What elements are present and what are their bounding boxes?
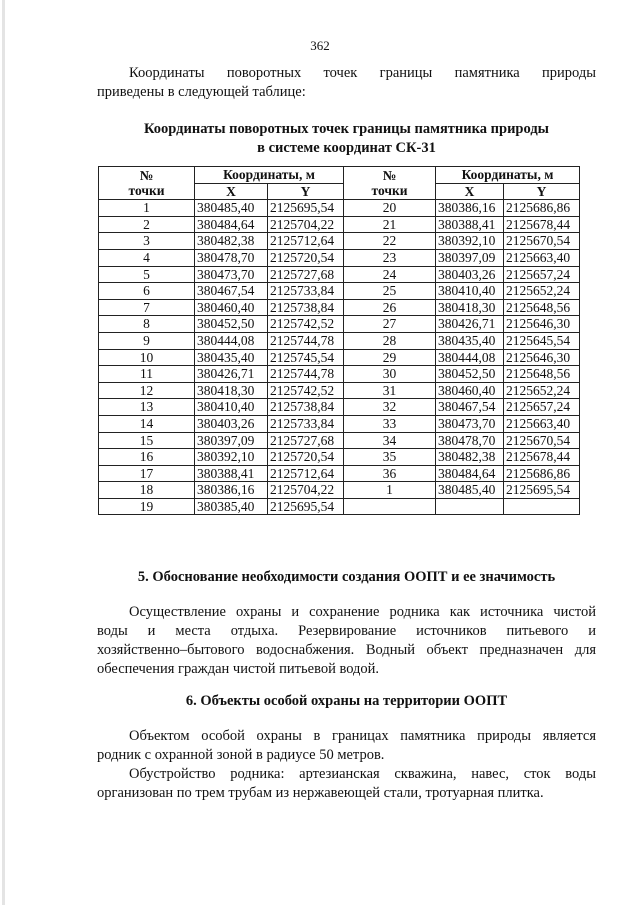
point-number-cell: 23 — [344, 249, 436, 266]
x-coordinate-cell: 380444,08 — [195, 332, 268, 349]
x-coordinate-cell: 380452,50 — [436, 366, 504, 383]
header-y: Y — [268, 183, 344, 200]
section5-line-3: хозяйственно–бытового водоснабжения. Водный объект предназначен для — [97, 642, 596, 658]
point-number-cell: 1 — [344, 482, 436, 499]
y-coordinate-cell: 2125733,84 — [268, 415, 344, 432]
section6-paragraph-1 — [97, 727, 596, 765]
page-number: 362 — [310, 38, 330, 53]
point-number-cell: 4 — [99, 249, 195, 266]
x-coordinate-cell: 380435,40 — [436, 332, 504, 349]
point-number-cell: 9 — [99, 332, 195, 349]
point-number-cell: 12 — [99, 382, 195, 399]
y-coordinate-cell — [504, 498, 580, 515]
table-row — [99, 216, 580, 233]
section6-paragraph-2 — [97, 765, 596, 803]
x-coordinate-cell: 380435,40 — [195, 349, 268, 366]
y-coordinate-cell: 2125720,54 — [268, 249, 344, 266]
x-coordinate-cell: 380467,54 — [195, 283, 268, 300]
y-coordinate-cell: 2125652,24 — [504, 283, 580, 300]
y-coordinate-cell: 2125670,54 — [504, 233, 580, 250]
y-coordinate-cell: 2125704,22 — [268, 482, 344, 499]
y-coordinate-cell: 2125744,78 — [268, 332, 344, 349]
x-coordinate-cell: 380403,26 — [195, 415, 268, 432]
x-coordinate-cell: 380388,41 — [195, 465, 268, 482]
y-coordinate-cell: 2125657,24 — [504, 266, 580, 283]
point-number-cell — [344, 498, 436, 515]
x-coordinate-cell: 380403,26 — [436, 266, 504, 283]
point-number-cell: 31 — [344, 382, 436, 399]
table-row — [99, 200, 580, 217]
point-number-cell: 13 — [99, 399, 195, 416]
point-number-cell: 14 — [99, 415, 195, 432]
table-row — [99, 233, 580, 250]
section5-heading: 5. Обоснование необходимости создания ООПТ и ее значимость — [137, 569, 556, 585]
point-number-cell: 28 — [344, 332, 436, 349]
y-coordinate-cell: 2125670,54 — [504, 432, 580, 449]
point-number-cell: 27 — [344, 316, 436, 333]
table-row — [99, 465, 580, 482]
y-coordinate-cell: 2125663,40 — [504, 249, 580, 266]
header-coordinates-2: Координаты, м — [436, 167, 580, 184]
table-row — [99, 382, 580, 399]
y-coordinate-cell: 2125648,56 — [504, 299, 580, 316]
header-point-number-2: № точки — [344, 167, 436, 200]
y-coordinate-cell: 2125738,84 — [268, 299, 344, 316]
y-coordinate-cell: 2125695,54 — [504, 482, 580, 499]
y-coordinate-cell: 2125648,56 — [504, 366, 580, 383]
point-number-cell: 11 — [99, 366, 195, 383]
x-coordinate-cell: 380478,70 — [195, 249, 268, 266]
x-coordinate-cell: 380388,41 — [436, 216, 504, 233]
table-row — [99, 432, 580, 449]
table-title — [97, 120, 596, 158]
x-coordinate-cell: 380473,70 — [436, 415, 504, 432]
x-coordinate-cell: 380485,40 — [436, 482, 504, 499]
x-coordinate-cell: 380418,30 — [195, 382, 268, 399]
x-coordinate-cell: 380460,40 — [195, 299, 268, 316]
point-number-cell: 25 — [344, 283, 436, 300]
scan-edge — [2, 0, 5, 905]
y-coordinate-cell: 2125727,68 — [268, 432, 344, 449]
intro-line-2: приведены в следующей таблице: — [97, 84, 306, 100]
x-coordinate-cell: 380478,70 — [436, 432, 504, 449]
y-coordinate-cell: 2125704,22 — [268, 216, 344, 233]
header-x-2: X — [436, 183, 504, 200]
coordinates-table — [98, 166, 580, 515]
section5-line-1: Осуществление охраны и сохранение родника как источника чистой — [129, 604, 596, 620]
section6-p2-line-2: организован по трем трубам из нержавеющей стали, тротуарная плитка. — [97, 785, 544, 801]
point-number-cell: 10 — [99, 349, 195, 366]
x-coordinate-cell: 380385,40 — [195, 498, 268, 515]
y-coordinate-cell: 2125646,30 — [504, 316, 580, 333]
x-coordinate-cell: 380392,10 — [436, 233, 504, 250]
point-number-cell: 8 — [99, 316, 195, 333]
y-coordinate-cell: 2125646,30 — [504, 349, 580, 366]
y-coordinate-cell: 2125678,44 — [504, 216, 580, 233]
point-number-cell: 17 — [99, 465, 195, 482]
section6-p1-line-1: Объектом особой охраны в границах памятника природы является — [129, 728, 596, 744]
x-coordinate-cell: 380397,09 — [436, 249, 504, 266]
table-title-line-2: в системе координат СК-31 — [257, 140, 436, 156]
point-number-cell: 24 — [344, 266, 436, 283]
point-number-cell: 5 — [99, 266, 195, 283]
point-number-cell: 33 — [344, 415, 436, 432]
section5-paragraph — [97, 603, 596, 679]
table-row — [99, 316, 580, 333]
table-row — [99, 299, 580, 316]
header-y-2: Y — [504, 183, 580, 200]
header-coordinates: Координаты, м — [195, 167, 344, 184]
section5-line-4: обеспечения граждан чистой питьевой водой. — [97, 661, 380, 677]
y-coordinate-cell: 2125695,54 — [268, 200, 344, 217]
section6-p1-line-2: родник с охранной зоной в радиусе 50 метров. — [97, 747, 385, 763]
point-number-cell: 2 — [99, 216, 195, 233]
y-coordinate-cell: 2125712,64 — [268, 233, 344, 250]
header-x: X — [195, 183, 268, 200]
x-coordinate-cell: 380452,50 — [195, 316, 268, 333]
table-row — [99, 249, 580, 266]
x-coordinate-cell: 380426,71 — [436, 316, 504, 333]
y-coordinate-cell: 2125652,24 — [504, 382, 580, 399]
point-number-cell: 16 — [99, 449, 195, 466]
point-number-cell: 3 — [99, 233, 195, 250]
point-number-cell: 22 — [344, 233, 436, 250]
x-coordinate-cell: 380467,54 — [436, 399, 504, 416]
x-coordinate-cell: 380410,40 — [195, 399, 268, 416]
intro-paragraph — [97, 64, 596, 102]
point-number-cell: 7 — [99, 299, 195, 316]
y-coordinate-cell: 2125738,84 — [268, 399, 344, 416]
y-coordinate-cell: 2125742,52 — [268, 316, 344, 333]
y-coordinate-cell: 2125744,78 — [268, 366, 344, 383]
point-number-cell: 29 — [344, 349, 436, 366]
x-coordinate-cell: 380410,40 — [436, 283, 504, 300]
x-coordinate-cell: 380392,10 — [195, 449, 268, 466]
x-coordinate-cell: 380386,16 — [436, 200, 504, 217]
y-coordinate-cell: 2125733,84 — [268, 283, 344, 300]
x-coordinate-cell: 380460,40 — [436, 382, 504, 399]
x-coordinate-cell: 380426,71 — [195, 366, 268, 383]
y-coordinate-cell: 2125657,24 — [504, 399, 580, 416]
y-coordinate-cell: 2125745,54 — [268, 349, 344, 366]
header-point-number: № точки — [99, 167, 195, 200]
x-coordinate-cell: 380482,38 — [195, 233, 268, 250]
point-number-cell: 6 — [99, 283, 195, 300]
table-row — [99, 482, 580, 499]
table-row — [99, 498, 580, 515]
y-coordinate-cell: 2125712,64 — [268, 465, 344, 482]
point-number-cell: 32 — [344, 399, 436, 416]
table-row — [99, 283, 580, 300]
point-number-cell: 35 — [344, 449, 436, 466]
y-coordinate-cell: 2125720,54 — [268, 449, 344, 466]
point-number-cell: 34 — [344, 432, 436, 449]
y-coordinate-cell: 2125686,86 — [504, 465, 580, 482]
point-number-cell: 30 — [344, 366, 436, 383]
table-row — [99, 332, 580, 349]
intro-line-1: Координаты поворотных точек границы памятника природы — [129, 65, 596, 81]
x-coordinate-cell: 380473,70 — [195, 266, 268, 283]
x-coordinate-cell: 380484,64 — [195, 216, 268, 233]
x-coordinate-cell — [436, 498, 504, 515]
section6-heading: 6. Объекты особой охраны на территории ООПТ — [185, 693, 508, 709]
y-coordinate-cell: 2125645,54 — [504, 332, 580, 349]
point-number-cell: 21 — [344, 216, 436, 233]
table-title-line-1: Координаты поворотных точек границы памятника природы — [144, 121, 549, 137]
x-coordinate-cell: 380482,38 — [436, 449, 504, 466]
point-number-cell: 15 — [99, 432, 195, 449]
x-coordinate-cell: 380397,09 — [195, 432, 268, 449]
point-number-cell: 20 — [344, 200, 436, 217]
coordinates-table-body — [99, 200, 580, 515]
point-number-cell: 1 — [99, 200, 195, 217]
table-row — [99, 366, 580, 383]
y-coordinate-cell: 2125727,68 — [268, 266, 344, 283]
x-coordinate-cell: 380418,30 — [436, 299, 504, 316]
table-row — [99, 415, 580, 432]
x-coordinate-cell: 380444,08 — [436, 349, 504, 366]
y-coordinate-cell: 2125695,54 — [268, 498, 344, 515]
y-coordinate-cell: 2125678,44 — [504, 449, 580, 466]
y-coordinate-cell: 2125663,40 — [504, 415, 580, 432]
table-row — [99, 449, 580, 466]
table-row — [99, 266, 580, 283]
section5-line-2: воды и места отдыха. Резервирование источников питьевого и — [97, 623, 596, 639]
y-coordinate-cell: 2125742,52 — [268, 382, 344, 399]
section6-p2-line-1: Обустройство родника: артезианская скважина, навес, сток воды — [129, 766, 596, 782]
y-coordinate-cell: 2125686,86 — [504, 200, 580, 217]
point-number-cell: 36 — [344, 465, 436, 482]
point-number-cell: 26 — [344, 299, 436, 316]
x-coordinate-cell: 380484,64 — [436, 465, 504, 482]
point-number-cell: 19 — [99, 498, 195, 515]
x-coordinate-cell: 380386,16 — [195, 482, 268, 499]
point-number-cell: 18 — [99, 482, 195, 499]
table-row — [99, 399, 580, 416]
x-coordinate-cell: 380485,40 — [195, 200, 268, 217]
table-row — [99, 349, 580, 366]
